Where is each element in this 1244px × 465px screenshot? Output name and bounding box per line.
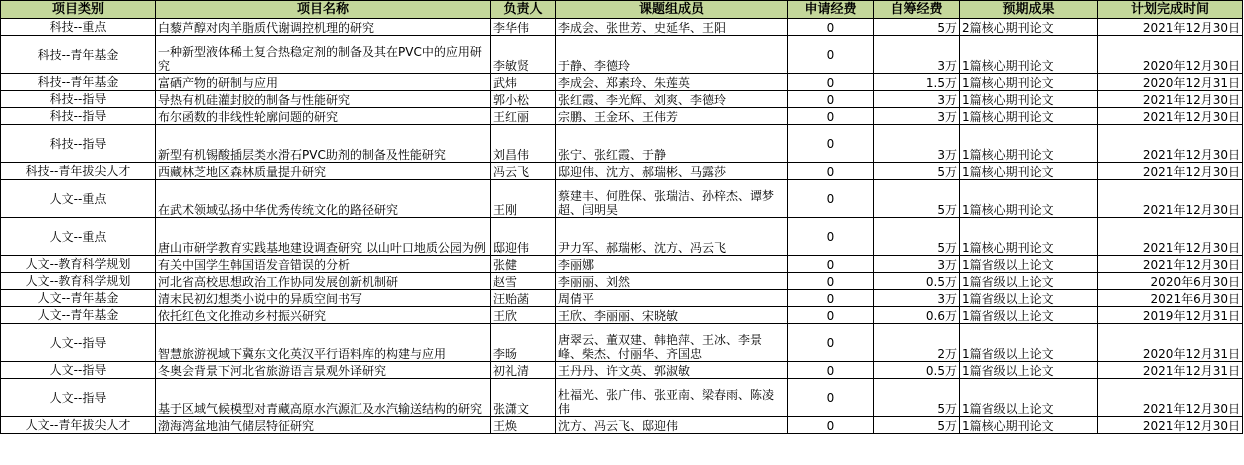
cell-members[interactable]: 王欣、李丽丽、宋晓敏 [556, 307, 788, 324]
cell-outcome[interactable]: 1篇省级以上论文 [960, 307, 1098, 324]
cell-leader[interactable]: 冯云飞 [491, 163, 556, 180]
table-row [1, 256, 1243, 273]
cell-deadline[interactable]: 2021年12月30日 [1098, 218, 1243, 256]
cell-apply-funds[interactable]: 0 [788, 36, 874, 74]
table-row [1, 19, 1243, 36]
cell-outcome[interactable]: 1篇省级以上论文 [960, 273, 1098, 290]
cell-self-funds[interactable]: 5万 [874, 417, 960, 434]
cell-name[interactable]: 清末民初幻想类小说中的异质空间书写 [156, 290, 491, 307]
cell-members[interactable]: 李丽娜 [556, 256, 788, 273]
cell-self-funds[interactable]: 0.5万 [874, 362, 960, 379]
cell-leader[interactable]: 初礼清 [491, 362, 556, 379]
col-header-category[interactable]: 项目类别 [1, 1, 156, 19]
cell-name[interactable]: 一种新型液体稀土复合热稳定剂的制备及其在PVC中的应用研究 [156, 36, 491, 74]
cell-deadline[interactable]: 2021年12月31日 [1098, 362, 1243, 379]
cell-category[interactable]: 科技--指导 [1, 125, 156, 163]
cell-deadline[interactable]: 2021年12月30日 [1098, 379, 1243, 417]
cell-members[interactable]: 张宁、张红霞、于静 [556, 125, 788, 163]
cell-deadline[interactable]: 2021年12月30日 [1098, 180, 1243, 218]
table-row [1, 379, 1243, 417]
cell-name[interactable]: 唐山市研学教育实践基地建设调查研究 以山叶口地质公园为例 [156, 218, 491, 256]
cell-name[interactable]: 布尔函数的非线性轮廓问题的研究 [156, 108, 491, 125]
cell-category[interactable]: 科技--指导 [1, 108, 156, 125]
cell-apply-funds[interactable]: 0 [788, 379, 874, 417]
cell-name[interactable]: 富硒产物的研制与应用 [156, 74, 491, 91]
cell-outcome[interactable]: 1篇核心期刊论文 [960, 180, 1098, 218]
cell-outcome[interactable]: 1篇省级以上论文 [960, 324, 1098, 362]
cell-members[interactable]: 李丽丽、刘然 [556, 273, 788, 290]
cell-self-funds[interactable]: 3万 [874, 108, 960, 125]
table-row [1, 74, 1243, 91]
col-header-name[interactable]: 项目名称 [156, 1, 491, 19]
col-header-deadline[interactable]: 计划完成时间 [1098, 1, 1243, 19]
table-body [1, 19, 1243, 434]
col-header-leader[interactable]: 负责人 [491, 1, 556, 19]
cell-name[interactable]: 依托红色文化推动乡村振兴研究 [156, 307, 491, 324]
cell-members[interactable]: 王丹丹、许文英、郭淑敏 [556, 362, 788, 379]
cell-apply-funds[interactable]: 0 [788, 362, 874, 379]
cell-name[interactable]: 西藏林芝地区森林质量提升研究 [156, 163, 491, 180]
cell-category[interactable]: 人文--青年基金 [1, 307, 156, 324]
cell-outcome[interactable]: 1篇核心期刊论文 [960, 91, 1098, 108]
cell-self-funds[interactable]: 5万 [874, 163, 960, 180]
table-row [1, 290, 1243, 307]
cell-category[interactable]: 科技--指导 [1, 91, 156, 108]
cell-apply-funds[interactable]: 0 [788, 324, 874, 362]
cell-outcome[interactable]: 1篇省级以上论文 [960, 379, 1098, 417]
cell-category[interactable]: 人文--指导 [1, 379, 156, 417]
cell-leader[interactable]: 王刚 [491, 180, 556, 218]
cell-deadline[interactable]: 2021年12月30日 [1098, 19, 1243, 36]
cell-leader[interactable]: 张潇文 [491, 379, 556, 417]
table-row [1, 91, 1243, 108]
cell-name[interactable]: 基于区域气候模型对青藏高原水汽源汇及水汽输送结构的研究 [156, 379, 491, 417]
cell-outcome[interactable]: 1篇省级以上论文 [960, 290, 1098, 307]
cell-apply-funds[interactable]: 0 [788, 218, 874, 256]
cell-self-funds[interactable]: 3万 [874, 91, 960, 108]
cell-members[interactable]: 周倩平 [556, 290, 788, 307]
cell-apply-funds[interactable]: 0 [788, 180, 874, 218]
cell-leader[interactable]: 王欣 [491, 307, 556, 324]
cell-category[interactable]: 人文--教育科学规划 [1, 256, 156, 273]
cell-self-funds[interactable]: 5万 [874, 19, 960, 36]
cell-members[interactable]: 尹力军、郝瑞彬、沈方、冯云飞 [556, 218, 788, 256]
cell-self-funds[interactable]: 2万 [874, 324, 960, 362]
cell-members[interactable]: 张红霞、李光辉、刘爽、李德玲 [556, 91, 788, 108]
cell-leader[interactable]: 汪贻菡 [491, 290, 556, 307]
cell-leader[interactable]: 李华伟 [491, 19, 556, 36]
cell-deadline[interactable]: 2021年6月30日 [1098, 290, 1243, 307]
cell-self-funds[interactable]: 5万 [874, 180, 960, 218]
cell-apply-funds[interactable]: 0 [788, 163, 874, 180]
col-header-outcome[interactable]: 预期成果 [960, 1, 1098, 19]
cell-self-funds[interactable]: 5万 [874, 379, 960, 417]
table-row [1, 417, 1243, 434]
cell-outcome[interactable]: 1篇核心期刊论文 [960, 74, 1098, 91]
cell-self-funds[interactable]: 3万 [874, 36, 960, 74]
cell-leader[interactable]: 武炜 [491, 74, 556, 91]
table-row [1, 108, 1243, 125]
col-header-self-funds[interactable]: 自筹经费 [874, 1, 960, 19]
col-header-members[interactable]: 课题组成员 [556, 1, 788, 19]
cell-name[interactable]: 有关中国学生韩国语发音错误的分析 [156, 256, 491, 273]
cell-self-funds[interactable]: 3万 [874, 125, 960, 163]
cell-deadline[interactable]: 2021年12月30日 [1098, 108, 1243, 125]
cell-category[interactable]: 人文--青年拔尖人才 [1, 417, 156, 434]
cell-apply-funds[interactable]: 0 [788, 91, 874, 108]
cell-members[interactable]: 邸迎伟、沈方、郝瑞彬、马露莎 [556, 163, 788, 180]
cell-self-funds[interactable]: 5万 [874, 218, 960, 256]
table-row [1, 218, 1243, 256]
cell-name[interactable]: 在武术领域弘扬中华优秀传统文化的路径研究 [156, 180, 491, 218]
cell-apply-funds[interactable]: 0 [788, 19, 874, 36]
table-row [1, 362, 1243, 379]
cell-name[interactable]: 河北省高校思想政治工作协同发展创新机制研 [156, 273, 491, 290]
cell-leader[interactable]: 刘昌伟 [491, 125, 556, 163]
cell-apply-funds[interactable]: 0 [788, 108, 874, 125]
table-row [1, 307, 1243, 324]
cell-members[interactable]: 李成会、张世芳、史延华、王阳 [556, 19, 788, 36]
cell-outcome[interactable]: 2篇核心期刊论文 [960, 19, 1098, 36]
cell-deadline[interactable]: 2020年6月30日 [1098, 273, 1243, 290]
cell-outcome[interactable]: 1篇核心期刊论文 [960, 125, 1098, 163]
cell-leader[interactable]: 李敏贤 [491, 36, 556, 74]
cell-deadline[interactable]: 2020年12月30日 [1098, 36, 1243, 74]
cell-deadline[interactable]: 2020年12月31日 [1098, 324, 1243, 362]
cell-deadline[interactable]: 2021年12月30日 [1098, 256, 1243, 273]
cell-leader[interactable]: 王红丽 [491, 108, 556, 125]
cell-apply-funds[interactable]: 0 [788, 125, 874, 163]
cell-name[interactable]: 导热有机硅灌封胶的制备与性能研究 [156, 91, 491, 108]
cell-self-funds[interactable]: 0.6万 [874, 307, 960, 324]
cell-members[interactable]: 沈方、冯云飞、邸迎伟 [556, 417, 788, 434]
cell-category[interactable]: 科技--重点 [1, 19, 156, 36]
table-row [1, 324, 1243, 362]
cell-category[interactable]: 科技--青年拔尖人才 [1, 163, 156, 180]
table-row [1, 180, 1243, 218]
cell-category[interactable]: 科技--青年基金 [1, 36, 156, 74]
cell-self-funds[interactable]: 1.5万 [874, 74, 960, 91]
cell-members[interactable]: 于静、李德玲 [556, 36, 788, 74]
cell-apply-funds[interactable]: 0 [788, 273, 874, 290]
cell-category[interactable]: 人文--青年基金 [1, 290, 156, 307]
cell-deadline[interactable]: 2020年12月31日 [1098, 74, 1243, 91]
cell-category[interactable]: 人文--重点 [1, 180, 156, 218]
cell-self-funds[interactable]: 0.5万 [874, 273, 960, 290]
cell-category[interactable]: 人文--重点 [1, 218, 156, 256]
cell-outcome[interactable]: 1篇核心期刊论文 [960, 417, 1098, 434]
cell-outcome[interactable]: 1篇核心期刊论文 [960, 108, 1098, 125]
cell-category[interactable]: 人文--教育科学规划 [1, 273, 156, 290]
cell-deadline[interactable]: 2019年12月31日 [1098, 307, 1243, 324]
cell-self-funds[interactable]: 3万 [874, 256, 960, 273]
cell-leader[interactable]: 王焕 [491, 417, 556, 434]
cell-category[interactable]: 科技--青年基金 [1, 74, 156, 91]
table-row [1, 125, 1243, 163]
table-row [1, 163, 1243, 180]
cell-leader[interactable]: 赵雪 [491, 273, 556, 290]
cell-members[interactable]: 唐翠云、董双建、韩艳萍、王冰、李景峰、柴杰、付丽华、齐国忠 [556, 324, 788, 362]
cell-category[interactable]: 人文--指导 [1, 362, 156, 379]
cell-members[interactable]: 杜福光、张广伟、张亚南、梁春雨、陈凌伟 [556, 379, 788, 417]
table-row [1, 36, 1243, 74]
cell-apply-funds[interactable]: 0 [788, 417, 874, 434]
col-header-apply-funds[interactable]: 申请经费 [788, 1, 874, 19]
cell-outcome[interactable]: 1篇核心期刊论文 [960, 36, 1098, 74]
cell-leader[interactable]: 邸迎伟 [491, 218, 556, 256]
cell-deadline[interactable]: 2021年12月30日 [1098, 163, 1243, 180]
cell-members[interactable]: 宗鹏、王金环、王伟芳 [556, 108, 788, 125]
header-row [1, 1, 1243, 19]
cell-name[interactable]: 新型有机锡酸插层类水滑石PVC助剂的制备及性能研究 [156, 125, 491, 163]
cell-outcome[interactable]: 1篇核心期刊论文 [960, 163, 1098, 180]
cell-name[interactable]: 渤海湾盆地油气储层特征研究 [156, 417, 491, 434]
cell-name[interactable]: 冬奥会背景下河北省旅游语言景观外译研究 [156, 362, 491, 379]
cell-members[interactable]: 蔡建丰、何胜保、张瑞洁、孙梓杰、谭梦超、闫明昊 [556, 180, 788, 218]
cell-apply-funds[interactable]: 0 [788, 74, 874, 91]
cell-apply-funds[interactable]: 0 [788, 256, 874, 273]
cell-leader[interactable]: 张健 [491, 256, 556, 273]
table-row [1, 273, 1243, 290]
cell-name[interactable]: 白藜芦醇对肉羊脂质代谢调控机理的研究 [156, 19, 491, 36]
cell-self-funds[interactable]: 3万 [874, 290, 960, 307]
cell-deadline[interactable]: 2021年12月30日 [1098, 417, 1243, 434]
cell-name[interactable]: 智慧旅游视域下冀东文化英汉平行语料库的构建与应用 [156, 324, 491, 362]
cell-outcome[interactable]: 1篇省级以上论文 [960, 256, 1098, 273]
cell-outcome[interactable]: 1篇省级以上论文 [960, 362, 1098, 379]
cell-apply-funds[interactable]: 0 [788, 290, 874, 307]
cell-leader[interactable]: 郭小松 [491, 91, 556, 108]
cell-outcome[interactable]: 1篇核心期刊论文 [960, 218, 1098, 256]
cell-deadline[interactable]: 2021年12月30日 [1098, 125, 1243, 163]
cell-leader[interactable]: 李旸 [491, 324, 556, 362]
cell-deadline[interactable]: 2021年12月30日 [1098, 91, 1243, 108]
cell-category[interactable]: 人文--指导 [1, 324, 156, 362]
cell-members[interactable]: 李成会、郑素玲、朱莲英 [556, 74, 788, 91]
cell-apply-funds[interactable]: 0 [788, 307, 874, 324]
